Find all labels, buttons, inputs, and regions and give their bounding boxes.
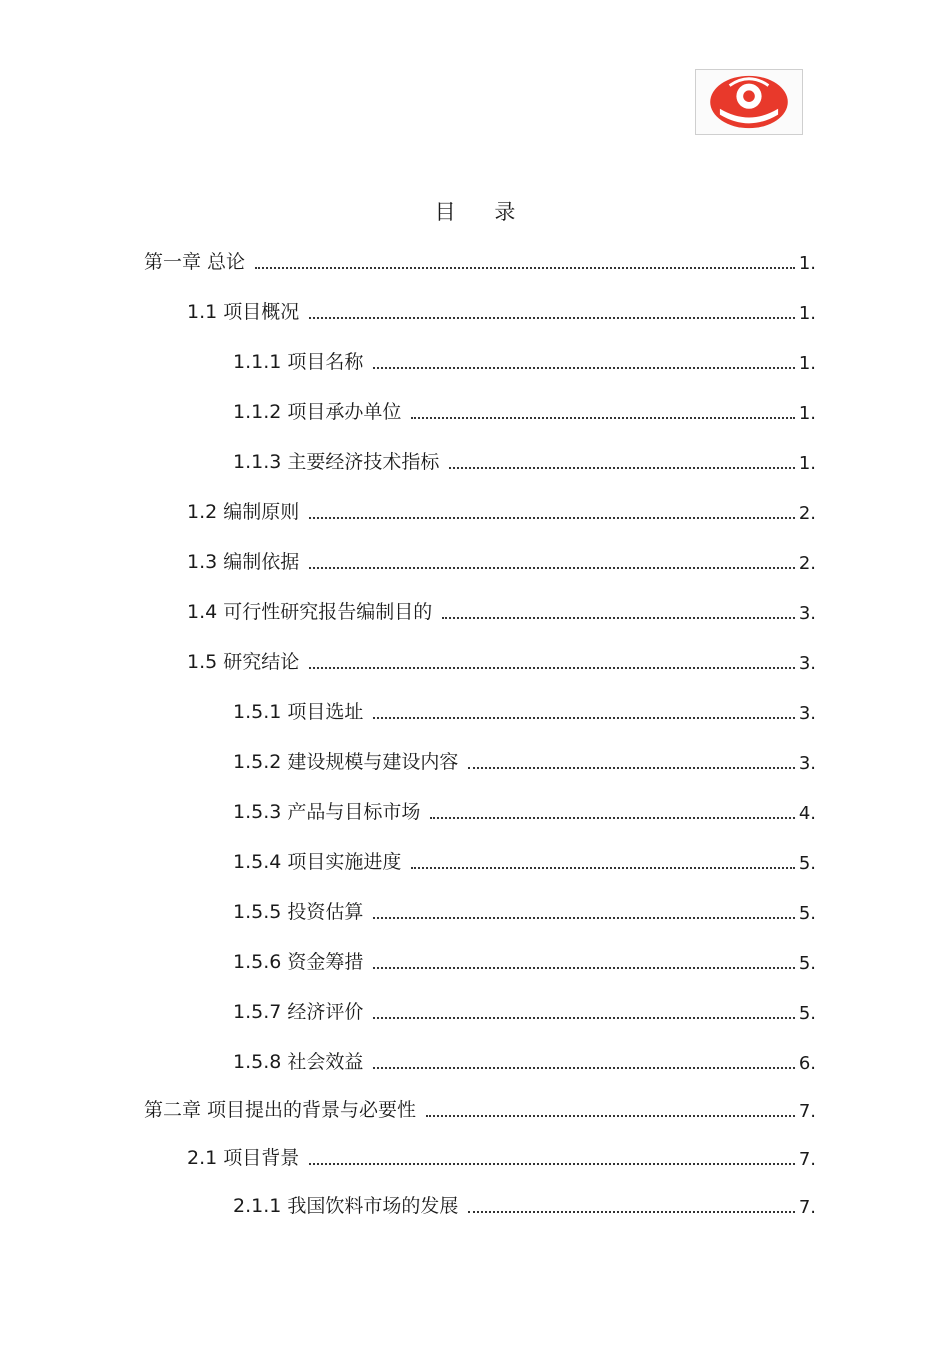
toc-entry-label: 2.1 项目背景 <box>187 1147 300 1169</box>
toc-entry[interactable] <box>233 948 816 974</box>
toc-entry-label: 1.1.1 项目名称 <box>233 351 364 373</box>
toc-entry-label: 1.3 编制依据 <box>187 551 300 573</box>
toc-dot-leader <box>430 817 794 819</box>
toc-entry-page: 6. <box>798 1053 816 1074</box>
toc-dot-leader <box>468 1211 794 1213</box>
toc-entry[interactable] <box>144 1096 816 1122</box>
toc-entry[interactable] <box>144 248 816 274</box>
toc-dot-leader <box>373 367 794 369</box>
toc-entry[interactable] <box>233 448 816 474</box>
toc-entry-page: 7. <box>798 1101 816 1122</box>
company-logo <box>695 69 803 135</box>
toc-dot-leader <box>309 517 795 519</box>
toc-entry-label: 1.5.1 项目选址 <box>233 701 364 723</box>
toc-entry[interactable] <box>187 298 816 324</box>
toc-entry-page: 1. <box>798 353 816 374</box>
toc-dot-leader <box>373 1017 794 1019</box>
toc-entry[interactable] <box>187 548 816 574</box>
toc-entry[interactable] <box>233 998 816 1024</box>
toc-entry-page: 7. <box>798 1149 816 1170</box>
toc-dot-leader <box>373 1067 794 1069</box>
toc-entry-page: 3. <box>798 653 816 674</box>
toc-entry[interactable] <box>233 348 816 374</box>
toc-entry[interactable] <box>187 498 816 524</box>
toc-entry-page: 2. <box>798 553 816 574</box>
toc-entry-label: 2.1.1 我国饮料市场的发展 <box>233 1195 459 1217</box>
toc-entry-page: 7. <box>798 1197 816 1218</box>
toc-entry[interactable] <box>233 848 816 874</box>
toc-entry-label: 1.1.3 主要经济技术指标 <box>233 451 440 473</box>
company-logo-icon <box>696 70 802 134</box>
toc-dot-leader <box>309 667 795 669</box>
toc-dot-leader <box>373 967 794 969</box>
toc-dot-leader <box>309 567 795 569</box>
toc-dot-leader <box>411 417 794 419</box>
toc-dot-leader <box>373 917 794 919</box>
toc-entry[interactable] <box>187 1144 816 1170</box>
toc-entry-label: 第一章 总论 <box>144 251 246 273</box>
toc-entry[interactable] <box>233 698 816 724</box>
toc-entry[interactable] <box>187 598 816 624</box>
toc-entry-page: 5. <box>798 953 816 974</box>
toc-entry[interactable] <box>233 898 816 924</box>
toc-dot-leader <box>309 317 795 319</box>
toc-dot-leader <box>468 767 794 769</box>
toc-entry-label: 1.2 编制原则 <box>187 501 300 523</box>
toc-entry-label: 1.1 项目概况 <box>187 301 300 323</box>
toc-entry-page: 2. <box>798 503 816 524</box>
toc-dot-leader <box>309 1163 795 1165</box>
toc-entry-page: 5. <box>798 1003 816 1024</box>
toc-entry-label: 1.5.5 投资估算 <box>233 901 364 923</box>
toc-entry[interactable] <box>233 1192 816 1218</box>
toc-entry-label: 1.1.2 项目承办单位 <box>233 401 402 423</box>
toc-entry-page: 1. <box>798 253 816 274</box>
toc-entry-page: 1. <box>798 303 816 324</box>
toc-dot-leader <box>411 867 794 869</box>
toc-entry-label: 1.4 可行性研究报告编制目的 <box>187 601 433 623</box>
toc-entry-label: 1.5.3 产品与目标市场 <box>233 801 421 823</box>
toc-title: 目 录 <box>434 200 532 224</box>
toc-entry[interactable] <box>233 798 816 824</box>
toc-dot-leader <box>373 717 794 719</box>
toc-entry-page: 5. <box>798 853 816 874</box>
toc-entry-label: 第二章 项目提出的背景与必要性 <box>144 1099 417 1121</box>
toc-entry-label: 1.5.7 经济评价 <box>233 1001 364 1023</box>
toc-entry-page: 5. <box>798 903 816 924</box>
toc-entry[interactable] <box>233 748 816 774</box>
toc-entry-page: 1. <box>798 453 816 474</box>
toc-dot-leader <box>255 267 795 269</box>
toc-dot-leader <box>449 467 794 469</box>
toc-entry[interactable] <box>187 648 816 674</box>
toc-entry[interactable] <box>233 1048 816 1074</box>
toc-entry-label: 1.5.4 项目实施进度 <box>233 851 402 873</box>
toc-entry-page: 3. <box>798 603 816 624</box>
toc-entry-label: 1.5 研究结论 <box>187 651 300 673</box>
toc-entry-label: 1.5.8 社会效益 <box>233 1051 364 1073</box>
toc-entry-label: 1.5.2 建设规模与建设内容 <box>233 751 459 773</box>
toc-entry-page: 3. <box>798 703 816 724</box>
toc-dot-leader <box>426 1115 795 1117</box>
toc-entry-page: 3. <box>798 753 816 774</box>
toc-entry-page: 1. <box>798 403 816 424</box>
toc-entry[interactable] <box>233 398 816 424</box>
toc-dot-leader <box>442 617 795 619</box>
toc-entry-page: 4. <box>798 803 816 824</box>
toc-entry-label: 1.5.6 资金筹措 <box>233 951 364 973</box>
